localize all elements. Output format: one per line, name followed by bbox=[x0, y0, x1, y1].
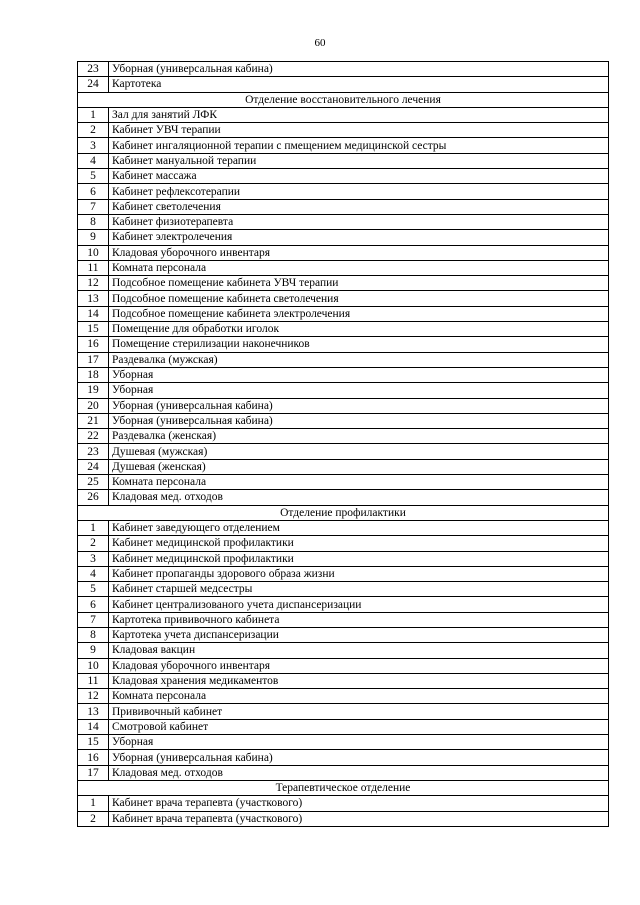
row-number: 9 bbox=[78, 643, 109, 658]
row-number: 4 bbox=[78, 566, 109, 581]
row-number: 22 bbox=[78, 429, 109, 444]
table-row bbox=[78, 367, 609, 382]
table-row bbox=[78, 62, 609, 77]
table-row bbox=[78, 214, 609, 229]
room-name: Кабинет ингаляционной терапии с пмещением медицинской сестры bbox=[109, 138, 609, 153]
room-name: Кабинет заведующего отделением bbox=[109, 520, 609, 535]
table-row bbox=[78, 337, 609, 352]
table-row bbox=[78, 199, 609, 214]
room-name: Кабинет медицинской профилактики bbox=[109, 551, 609, 566]
table-row bbox=[78, 566, 609, 581]
row-number: 4 bbox=[78, 153, 109, 168]
room-name: Прививочный кабинет bbox=[109, 704, 609, 719]
row-number: 13 bbox=[78, 291, 109, 306]
room-name: Подсобное помещение кабинета УВЧ терапии bbox=[109, 276, 609, 291]
row-number: 2 bbox=[78, 123, 109, 138]
row-number: 5 bbox=[78, 582, 109, 597]
room-name: Картотека учета диспансеризации bbox=[109, 627, 609, 642]
row-number: 1 bbox=[78, 107, 109, 122]
rooms-table-body bbox=[78, 62, 609, 827]
table-row bbox=[78, 322, 609, 337]
row-number: 12 bbox=[78, 689, 109, 704]
row-number: 11 bbox=[78, 260, 109, 275]
section-header-row bbox=[78, 780, 609, 795]
rooms-table bbox=[77, 61, 609, 827]
table-row bbox=[78, 413, 609, 428]
row-number: 3 bbox=[78, 138, 109, 153]
row-number: 26 bbox=[78, 490, 109, 505]
table-row bbox=[78, 306, 609, 321]
row-number: 10 bbox=[78, 658, 109, 673]
table-row bbox=[78, 398, 609, 413]
table-row bbox=[78, 107, 609, 122]
room-name: Уборная (универсальная кабина) bbox=[109, 398, 609, 413]
section-title: Отделение профилактики bbox=[78, 505, 609, 520]
row-number: 24 bbox=[78, 459, 109, 474]
row-number: 21 bbox=[78, 413, 109, 428]
table-row bbox=[78, 796, 609, 811]
row-number: 20 bbox=[78, 398, 109, 413]
room-name: Кабинет централизованого учета диспансеризации bbox=[109, 597, 609, 612]
table-row bbox=[78, 673, 609, 688]
row-number: 23 bbox=[78, 62, 109, 77]
room-name: Кабинет пропаганды здорового образа жизни bbox=[109, 566, 609, 581]
row-number: 9 bbox=[78, 230, 109, 245]
table-row bbox=[78, 704, 609, 719]
row-number: 23 bbox=[78, 444, 109, 459]
table-row bbox=[78, 643, 609, 658]
table-row bbox=[78, 444, 609, 459]
section-header-row bbox=[78, 505, 609, 520]
room-name: Кабинет врача терапевта (участкового) bbox=[109, 811, 609, 826]
page-number: 60 bbox=[314, 37, 326, 49]
table-row bbox=[78, 429, 609, 444]
room-name: Уборная (универсальная кабина) bbox=[109, 750, 609, 765]
table-row bbox=[78, 475, 609, 490]
room-name: Кабинет светолечения bbox=[109, 199, 609, 214]
room-name: Подсобное помещение кабинета электролечения bbox=[109, 306, 609, 321]
table-row bbox=[78, 597, 609, 612]
row-number: 5 bbox=[78, 169, 109, 184]
room-name: Комната персонала bbox=[109, 475, 609, 490]
row-number: 1 bbox=[78, 796, 109, 811]
row-number: 2 bbox=[78, 811, 109, 826]
room-name: Уборная bbox=[109, 383, 609, 398]
room-name: Картотека bbox=[109, 77, 609, 92]
table-row bbox=[78, 138, 609, 153]
table-row bbox=[78, 719, 609, 734]
table-row bbox=[78, 169, 609, 184]
room-name: Душевая (женская) bbox=[109, 459, 609, 474]
room-name: Кабинет врача терапевта (участкового) bbox=[109, 796, 609, 811]
room-name: Кабинет медицинской профилактики bbox=[109, 536, 609, 551]
table-row bbox=[78, 658, 609, 673]
room-name: Кладовая уборочного инвентаря bbox=[109, 245, 609, 260]
section-header-row bbox=[78, 92, 609, 107]
row-number: 16 bbox=[78, 750, 109, 765]
table-row bbox=[78, 230, 609, 245]
room-name: Кабинет массажа bbox=[109, 169, 609, 184]
table-row bbox=[78, 750, 609, 765]
room-name: Помещение стерилизации наконечников bbox=[109, 337, 609, 352]
room-name: Уборная (универсальная кабина) bbox=[109, 62, 609, 77]
row-number: 6 bbox=[78, 597, 109, 612]
table-row bbox=[78, 276, 609, 291]
room-name: Комната персонала bbox=[109, 260, 609, 275]
room-name: Смотровой кабинет bbox=[109, 719, 609, 734]
room-name: Кладовая уборочного инвентаря bbox=[109, 658, 609, 673]
row-number: 25 bbox=[78, 475, 109, 490]
row-number: 16 bbox=[78, 337, 109, 352]
room-name: Душевая (мужская) bbox=[109, 444, 609, 459]
room-name: Кабинет физиотерапевта bbox=[109, 214, 609, 229]
table-row bbox=[78, 77, 609, 92]
table-row bbox=[78, 291, 609, 306]
table-row bbox=[78, 582, 609, 597]
room-name: Помещение для обработки иголок bbox=[109, 322, 609, 337]
room-name: Кладовая вакцин bbox=[109, 643, 609, 658]
table-row bbox=[78, 689, 609, 704]
room-name: Кладовая мед. отходов bbox=[109, 490, 609, 505]
row-number: 17 bbox=[78, 765, 109, 780]
room-name: Кладовая хранения медикаментов bbox=[109, 673, 609, 688]
row-number: 8 bbox=[78, 627, 109, 642]
room-name: Кабинет рефлексотерапии bbox=[109, 184, 609, 199]
row-number: 15 bbox=[78, 322, 109, 337]
room-name: Зал для занятий ЛФК bbox=[109, 107, 609, 122]
row-number: 7 bbox=[78, 612, 109, 627]
table-row bbox=[78, 490, 609, 505]
room-name: Кабинет старшей медсестры bbox=[109, 582, 609, 597]
room-name: Кабинет УВЧ терапии bbox=[109, 123, 609, 138]
room-name: Кабинет мануальной терапии bbox=[109, 153, 609, 168]
room-name: Уборная bbox=[109, 735, 609, 750]
room-name: Кабинет электролечения bbox=[109, 230, 609, 245]
table-row bbox=[78, 765, 609, 780]
section-title: Терапевтическое отделение bbox=[78, 780, 609, 795]
room-name: Раздевалка (женская) bbox=[109, 429, 609, 444]
table-row bbox=[78, 352, 609, 367]
row-number: 10 bbox=[78, 245, 109, 260]
row-number: 11 bbox=[78, 673, 109, 688]
table-row bbox=[78, 551, 609, 566]
row-number: 3 bbox=[78, 551, 109, 566]
row-number: 19 bbox=[78, 383, 109, 398]
table-row bbox=[78, 735, 609, 750]
table-row bbox=[78, 184, 609, 199]
row-number: 1 bbox=[78, 520, 109, 535]
table-row bbox=[78, 627, 609, 642]
room-name: Комната персонала bbox=[109, 689, 609, 704]
table-row bbox=[78, 811, 609, 826]
row-number: 17 bbox=[78, 352, 109, 367]
row-number: 2 bbox=[78, 536, 109, 551]
room-name: Раздевалка (мужская) bbox=[109, 352, 609, 367]
table-row bbox=[78, 245, 609, 260]
table-row bbox=[78, 123, 609, 138]
room-name: Кладовая мед. отходов bbox=[109, 765, 609, 780]
row-number: 7 bbox=[78, 199, 109, 214]
table-row bbox=[78, 459, 609, 474]
row-number: 6 bbox=[78, 184, 109, 199]
row-number: 24 bbox=[78, 77, 109, 92]
table-row bbox=[78, 383, 609, 398]
table-row bbox=[78, 612, 609, 627]
room-name: Подсобное помещение кабинета светолечения bbox=[109, 291, 609, 306]
room-name: Уборная bbox=[109, 367, 609, 382]
room-name: Уборная (универсальная кабина) bbox=[109, 413, 609, 428]
row-number: 18 bbox=[78, 367, 109, 382]
row-number: 15 bbox=[78, 735, 109, 750]
row-number: 14 bbox=[78, 306, 109, 321]
table-row bbox=[78, 260, 609, 275]
row-number: 13 bbox=[78, 704, 109, 719]
room-name: Картотека прививочного кабинета bbox=[109, 612, 609, 627]
table-row bbox=[78, 153, 609, 168]
row-number: 8 bbox=[78, 214, 109, 229]
section-title: Отделение восстановительного лечения bbox=[78, 92, 609, 107]
row-number: 14 bbox=[78, 719, 109, 734]
row-number: 12 bbox=[78, 276, 109, 291]
table-row bbox=[78, 536, 609, 551]
table-row bbox=[78, 520, 609, 535]
